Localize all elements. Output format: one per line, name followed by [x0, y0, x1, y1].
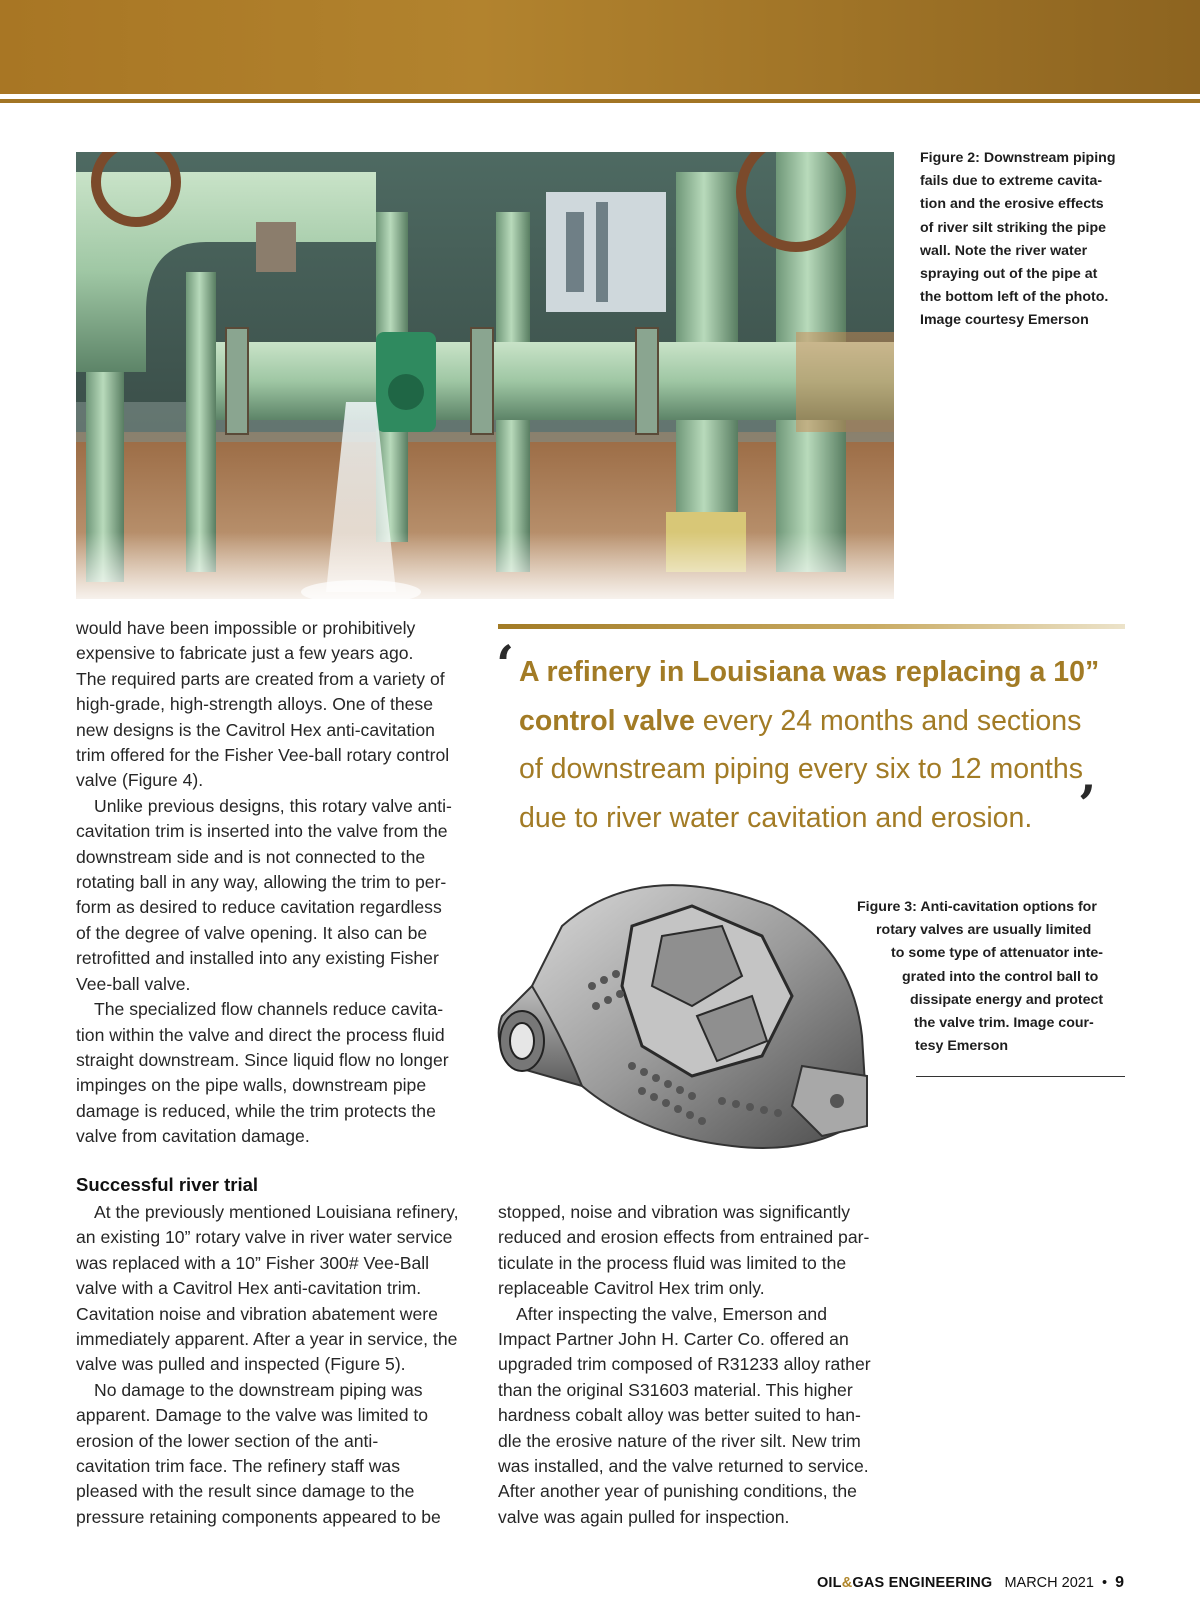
header-band [0, 0, 1200, 94]
body-text-left-bottom [76, 1200, 476, 1530]
caption-line: fails due to extreme cavita- [920, 173, 1103, 190]
pull-quote-line: due to river water cavitation and erosion. [519, 801, 1033, 834]
figure-3-trim-illustration [492, 866, 896, 1154]
text-line: would have been impossible or prohibitively [76, 618, 416, 638]
text-line: form as desired to reduce cavitation regardless [76, 897, 442, 918]
text-line: ticulate in the process fluid was limited to the [498, 1252, 847, 1273]
caption-line: tion and the erosive effects [920, 196, 1104, 213]
caption-line: wall. Note the river water [920, 242, 1088, 259]
text-line: pleased with the result since damage to the [76, 1481, 415, 1502]
text-line: Cavitation noise and vibration abatement were [76, 1303, 438, 1324]
text-line: trim offered for the Fisher Vee-ball rotary control [76, 745, 450, 766]
text-line: After another year of punishing conditions, the [498, 1481, 857, 1502]
text-line: valve (Figure 4). [76, 770, 204, 791]
close-quote-mark: ’ [1078, 775, 1097, 836]
open-quote-mark: ‘ [496, 635, 515, 696]
caption-line: to some type of attenuator inte- [891, 945, 1104, 962]
section-heading: Successful river trial [76, 1174, 259, 1195]
body-text-middle-bottom [498, 1200, 898, 1530]
text-line: cavitation trim is inserted into the valve from the [76, 821, 448, 842]
text-line: than the original S31603 material. This higher [498, 1379, 853, 1400]
caption-line: Image courtesy Emerson [920, 312, 1089, 329]
figure-3-caption [855, 896, 1125, 1058]
caption-line: Figure 2: Downstream piping [920, 150, 1116, 166]
text-line: cavitation trim face. The refinery staff was [76, 1456, 400, 1477]
text-line: downstream side and is not connected to the [76, 846, 426, 867]
text-line: an existing 10” rotary valve in river water service [76, 1227, 453, 1248]
caption-line: the valve trim. Image cour- [914, 1015, 1094, 1032]
text-line: apparent. Damage to the valve was limited to [76, 1405, 429, 1426]
text-line: tion within the valve and direct the process fluid [76, 1024, 445, 1045]
text-line: new designs is the Cavitrol Hex anti-cavitation [76, 719, 435, 740]
text-line: At the previously mentioned Louisiana refinery, [94, 1202, 459, 1222]
text-line: immediately apparent. After a year in service, the [76, 1329, 458, 1350]
figure-3-caption-rule [916, 1076, 1125, 1077]
text-line: Unlike previous designs, this rotary valve anti- [94, 795, 452, 816]
text-line: pressure retaining components appeared to be [76, 1506, 441, 1527]
publication-name: OIL&GAS ENGINEERING [816, 1575, 993, 1591]
text-line: high-grade, high-strength alloys. One of these [76, 694, 433, 715]
caption-line: rotary valves are usually limited [876, 922, 1092, 939]
header-rule [0, 99, 1200, 103]
text-line: After inspecting the valve, Emerson and [516, 1303, 827, 1324]
text-line: was installed, and the valve returned to service. [498, 1456, 869, 1477]
caption-line: dissipate energy and protect [910, 991, 1104, 1008]
text-line: valve was again pulled for inspection. [498, 1506, 790, 1527]
pull-quote [519, 648, 1139, 842]
piping-photo-illustration [76, 152, 894, 599]
body-text-left-top [76, 616, 476, 1150]
page-number: 9 [1115, 1574, 1124, 1591]
caption-line: tesy Emerson [915, 1038, 1009, 1055]
text-line: reduced and erosion effects from entrained par- [498, 1227, 870, 1248]
caption-line: of river silt striking the pipe [920, 219, 1107, 236]
footer-bullet: • [1101, 1575, 1108, 1591]
text-line: upgraded trim composed of R31233 alloy rather [498, 1354, 871, 1375]
text-line: was replaced with a 10” Fisher 300# Vee-Ball [76, 1252, 430, 1273]
text-line: Impact Partner John H. Carter Co. offered an [498, 1329, 849, 1350]
text-line: stopped, noise and vibration was significantly [498, 1202, 851, 1222]
pull-quote-line: A refinery in Louisiana was replacing a 10” [519, 656, 1100, 688]
text-line: rotating ball in any way, allowing the trim to per- [76, 872, 447, 893]
text-line: of the degree of valve opening. It also can be [76, 922, 428, 943]
text-line: No damage to the downstream piping was [94, 1379, 423, 1400]
caption-line: grated into the control ball to [902, 968, 1099, 985]
text-line: replaceable Cavitrol Hex trim only. [498, 1278, 765, 1299]
pull-quote-line: of downstream piping every six to 12 months [519, 753, 1083, 785]
text-line: hardness cobalt alloy was better suited to han- [498, 1405, 861, 1426]
pull-quote-line: control valve every 24 months and sections [519, 704, 1082, 737]
page-footer [817, 1574, 1124, 1592]
text-line: valve with a Cavitrol Hex anti-cavitation trim. [76, 1278, 422, 1299]
text-line: The required parts are created from a variety of [76, 668, 445, 689]
text-line: The specialized flow channels reduce cavita- [94, 999, 444, 1020]
caption-line: spraying out of the pipe at [920, 266, 1098, 283]
figure-2-caption [920, 147, 1130, 333]
pull-quote-rule [498, 624, 1125, 629]
text-line: straight downstream. Since liquid flow no longer [76, 1049, 449, 1070]
caption-line: Figure 3: Anti-cavitation options for [857, 899, 1097, 915]
text-line: damage is reduced, while the trim protects the [76, 1100, 436, 1121]
caption-line: the bottom left of the photo. [920, 289, 1109, 306]
text-line: dle the erosive nature of the river silt. New trim [498, 1430, 861, 1451]
issue-date: MARCH 2021 [1004, 1575, 1094, 1591]
text-line: valve from cavitation damage. [76, 1126, 310, 1147]
text-line: retrofitted and installed into any existing Fisher [76, 948, 439, 969]
text-line: erosion of the lower section of the anti- [76, 1430, 379, 1451]
text-line: expensive to fabricate just a few years ago. [76, 643, 414, 664]
text-line: valve was pulled and inspected (Figure 5). [76, 1354, 406, 1375]
anti-cavitation-trim-drawing [492, 866, 896, 1154]
figure-2-photo [76, 152, 894, 599]
text-line: Vee-ball valve. [76, 973, 191, 994]
text-line: impinges on the pipe walls, downstream pipe [76, 1075, 427, 1096]
